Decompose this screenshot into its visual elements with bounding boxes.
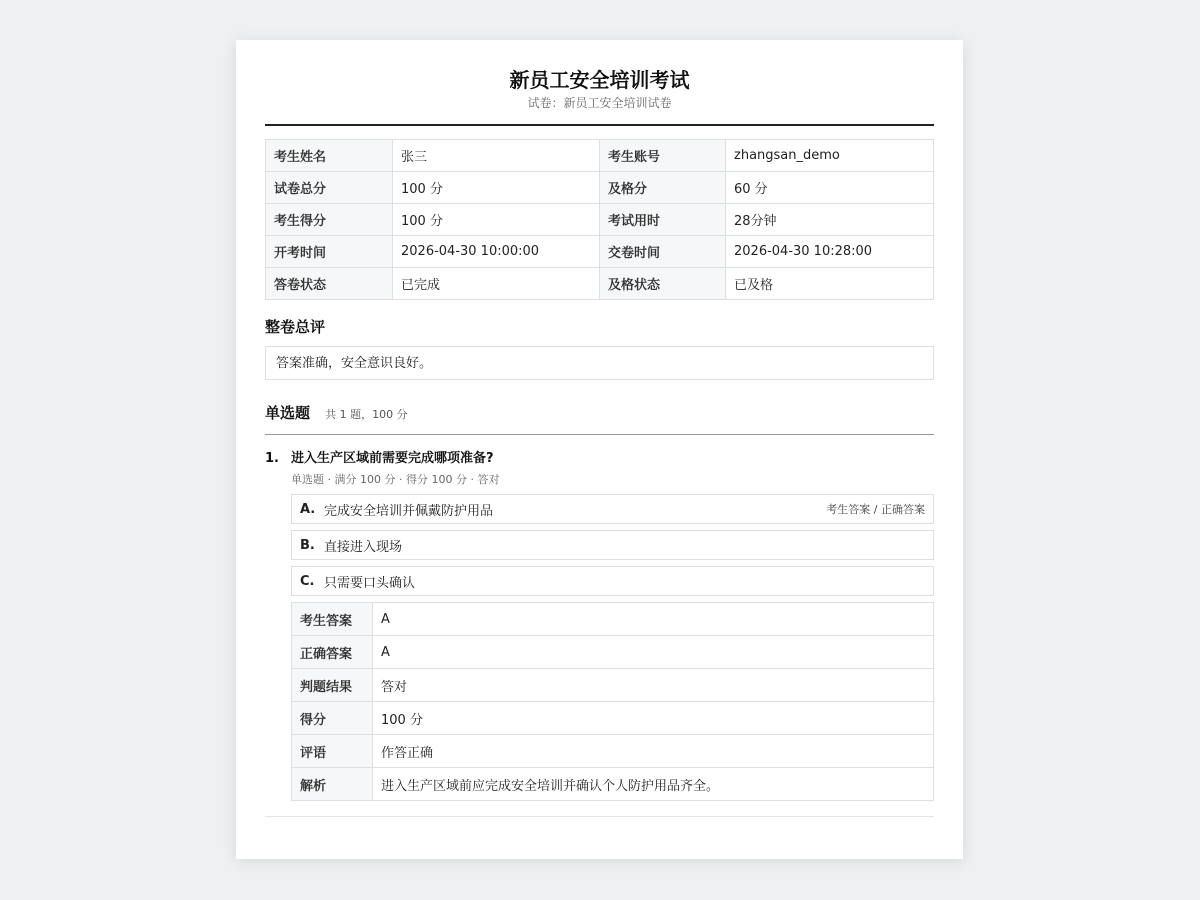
page-subtitle: 试卷：新员工安全培训试卷 [527,96,672,110]
option-letter: B. [300,537,315,553]
table-row [266,204,934,236]
table-row [266,172,934,204]
info-value: 张三 [393,140,600,172]
info-key: 考试用时 [600,204,726,236]
option-c [291,566,934,596]
detail-key: 判题结果 [292,669,373,702]
question-group-summary: 共 1 题，100 分 [325,408,408,421]
question-group-name: 单选题 [265,404,311,422]
table-row [292,669,934,702]
option-a [291,494,934,524]
info-value: 60 分 [726,172,934,204]
info-key: 答卷状态 [266,268,393,300]
info-key: 及格分 [600,172,726,204]
question-divider [265,816,934,817]
question-text: 进入生产区域前需要完成哪项准备? [291,451,494,466]
detail-key: 正确答案 [292,636,373,669]
option-text: 直接进入现场 [324,539,403,555]
info-value: 已完成 [393,268,600,300]
option-text: 完成安全培训并佩戴防护用品 [324,503,494,519]
question-group-header [265,402,934,435]
info-value: zhangsan_demo [726,140,934,172]
detail-key: 考生答案 [292,603,373,636]
detail-value: A [373,603,934,636]
option-letter: C. [300,573,315,589]
detail-value: A [373,636,934,669]
question-number: 1. [265,451,279,466]
question-meta: 单选题 · 满分 100 分 · 得分 100 分 · 答对 [291,473,500,486]
detail-value: 答对 [373,669,934,702]
question-heading [265,449,934,469]
info-value: 100 分 [393,204,600,236]
option-text: 只需要口头确认 [324,575,416,591]
info-value: 2026-04-30 10:28:00 [726,236,934,268]
info-value: 100 分 [393,172,600,204]
option-list [291,494,934,596]
info-key: 考生得分 [266,204,393,236]
table-row [266,236,934,268]
exam-report [236,40,963,859]
overall-comment-title: 整卷总评 [265,318,326,336]
detail-key: 评语 [292,735,373,768]
table-row [292,735,934,768]
info-value: 28分钟 [726,204,934,236]
table-row [292,768,934,801]
candidate-info-table [265,139,934,300]
answer-tag: 考生答案 / 正确答案 [826,503,925,516]
table-row [292,603,934,636]
detail-value: 作答正确 [373,735,934,768]
table-row [292,702,934,735]
info-key: 开考时间 [266,236,393,268]
info-value: 已及格 [726,268,934,300]
table-row [292,636,934,669]
overall-comment: 答案准确，安全意识良好。 [265,346,934,380]
detail-value: 进入生产区域前应完成安全培训并确认个人防护用品齐全。 [373,768,934,801]
option-letter: A. [300,501,316,517]
title-divider [265,124,934,126]
table-row [266,140,934,172]
option-b [291,530,934,560]
detail-key: 解析 [292,768,373,801]
answer-detail-table [291,602,934,801]
info-key: 及格状态 [600,268,726,300]
info-value: 2026-04-30 10:00:00 [393,236,600,268]
table-row [266,268,934,300]
page-title: 新员工安全培训考试 [509,68,690,92]
info-key: 交卷时间 [600,236,726,268]
detail-value: 100 分 [373,702,934,735]
info-key: 试卷总分 [266,172,393,204]
detail-key: 得分 [292,702,373,735]
info-key: 考生姓名 [266,140,393,172]
info-key: 考生账号 [600,140,726,172]
